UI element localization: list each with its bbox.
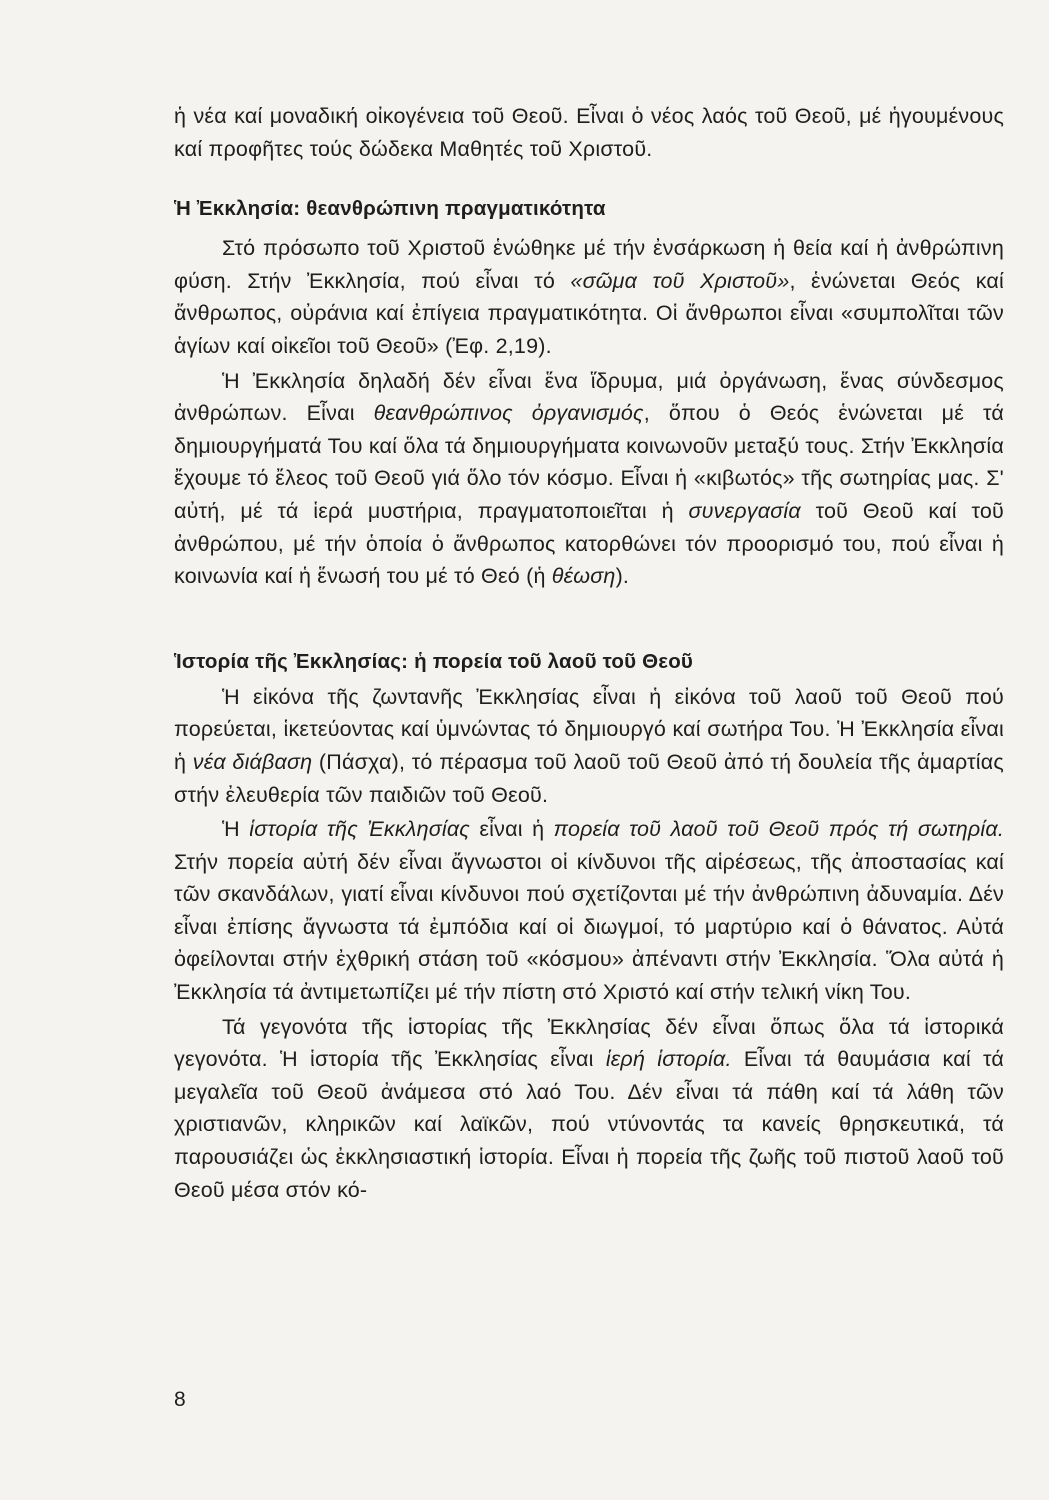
italic-run: πορεία τοῦ λαοῦ τοῦ Θεοῦ πρός τή σωτηρία. — [553, 817, 1005, 842]
intro-paragraph — [174, 100, 1004, 165]
italic-run: θέωση — [551, 564, 616, 589]
text-run: , ἑνώνεται Θεός καί ἄνθρωπος, οὐράνια καί ἐπίγεια πραγματικότητα. Οἱ ἄνθρωποι εἶναι «συμπολῖται τῶν ἁγίων καί οἰκεῖοι τοῦ Θεοῦ» (Ἐφ. 2,19). — [174, 268, 1004, 358]
text-run: , ὅπου ὁ Θεός ἑνώνεται μέ τά δημιουργήματά Του καί ὅλα τά δημιουργήματα κοινωνοῦν μεταξύ τους. Στήν Ἐκκλησία ἔχουμε τό ἔλεος τοῦ Θεοῦ γιά ὅλο τόν κόσμο. Εἶναι ἡ «κιβωτός» τῆς σωτηρίας μας. Σ' αὐτή, μέ τά ἱερά μυστήρια, πραγματοποιεῖται ἡ — [174, 401, 1004, 523]
italic-run: νέα διάβαση — [192, 749, 313, 774]
section-heading-church-theanthropic: Ἡ Ἐκκλησία: θεανθρώπινη πραγματικότητα — [174, 197, 606, 221]
italic-run: θεανθρώπινος ὀργανισμός — [373, 401, 644, 426]
italic-run: ἱστορία τῆς Ἐκκλησίας — [249, 817, 470, 842]
text-run: τοῦ Θεοῦ καί τοῦ ἀνθρώπου, μέ τήν ὁποία ὁ ἄνθρωπος κατορθώνει τόν προορισμό του, πού εἶναι ἡ κοινωνία καί ἡ ἕνωσή του μέ τό Θεό (ἡ — [174, 498, 1004, 589]
italic-run: συνεργασία — [688, 498, 801, 523]
section1-paragraph-2 — [174, 365, 1004, 593]
section1-paragraph-1 — [174, 232, 1004, 362]
section-heading-church-history: Ἱστορία τῆς Ἐκκλησίας: ἡ πορεία τοῦ λαοῦ τοῦ Θεοῦ — [174, 649, 694, 673]
text-run: Στήν πορεία αὐτή δέν εἶναι ἄγνωστοι οἱ κίνδυνοι τῆς αἱρέσεως, τῆς ἀποστασίας καί τῶν σκανδάλων, γιατί εἶναι κίνδυνοι πού σχετίζονται μέ τήν ἀνθρώπινη ἀδυναμία. Δέν εἶναι ἐπίσης ἄγνωστα τά ἐμπόδια καί οἱ διωγμοί, τό μαρτύριο καί ὁ θάνατος. Αὐτά ὀφείλονται στήν ἐχθρική στάση τοῦ «κόσμου» ἀπέναντι στήν Ἐκκλησία. Ὅλα αὐτά ἡ Ἐκκλησία τά ἀντιμετωπίζει μέ τήν πίστη στό Χριστό καί στήν τελική νίκη Του. — [174, 849, 1004, 1005]
section2-paragraph-3 — [174, 1011, 1004, 1207]
text-run: Ἡ Ἐκκλησία δηλαδή δέν εἶναι ἕνα ἵδρυμα, μιά ὀργάνωση, ἕνας σύνδεσμος ἀνθρώπων. Εἶναι — [174, 368, 1004, 426]
text-run: (Πάσχα), τό πέρασμα τοῦ λαοῦ τοῦ Θεοῦ ἀπό τή δουλεία τῆς ἁμαρτίας στήν ἐλευθερία τῶν παιδιῶν τοῦ Θεοῦ. — [174, 749, 1004, 807]
page-number: 8 — [174, 1388, 186, 1411]
text-run: ). — [615, 564, 630, 589]
italic-run: «σῶμα τοῦ Χριστοῦ» — [570, 268, 790, 293]
text-run: Ἡ — [222, 817, 250, 842]
text-run: Ἡ εἰκόνα τῆς ζωντανῆς Ἐκκλησίας εἶναι ἡ εἰκόνα τοῦ λαοῦ τοῦ Θεοῦ πού πορεύεται, ἱκετεύοντας καί ὑμνώντας τό δημιουργό καί σωτήρα Του. Ἡ Ἐκκλησία εἶναι ἡ — [174, 684, 1004, 774]
text-run: Εἶναι τά θαυμάσια καί τά μεγαλεῖα τοῦ Θεοῦ ἀνάμεσα στό λαό Του. Δέν εἶναι τά πάθη καί τά λάθη τῶν χριστιανῶν, κληρικῶν καί λαϊκῶν, πού ντύνοντάς τα κανείς θρησκευτικά, τά παρουσιάζει ὡς ἐκκλησιαστική ἱστορία. Εἶναι ἡ πορεία τῆς ζωῆς τοῦ πιστοῦ λαοῦ τοῦ Θεοῦ μέσα στόν κό- — [174, 1047, 1005, 1202]
text-run: Στό πρόσωπο τοῦ Χριστοῦ ἑνώθηκε μέ τήν ἐνσάρκωση ἡ θεία καί ἡ ἀνθρώπινη φύση. Στήν Ἐκκλησία, πού εἶναι τό — [174, 236, 1004, 293]
page-content — [174, 100, 1004, 1206]
italic-run: ἱερή ἱστορία. — [605, 1047, 732, 1072]
intro-text: ἡ νέα καί μοναδική οἰκογένεια τοῦ Θεοῦ. Εἶναι ὁ νέος λαός τοῦ Θεοῦ, μέ ἡγουμένους καί προφῆτες τούς δώδεκα Μαθητές τοῦ Χριστοῦ. — [174, 104, 1004, 161]
section2-paragraph-2 — [174, 813, 1004, 1009]
text-run: εἶναι ἡ — [469, 817, 554, 842]
section2-paragraph-1 — [174, 681, 1004, 811]
text-run: Τά γεγονότα τῆς ἱστορίας τῆς Ἐκκλησίας δέν εἶναι ὅπως ὅλα τά ἱστορικά γεγονότα. Ἡ ἱστορία τῆς Ἐκκλησίας εἶναι — [174, 1014, 1004, 1072]
